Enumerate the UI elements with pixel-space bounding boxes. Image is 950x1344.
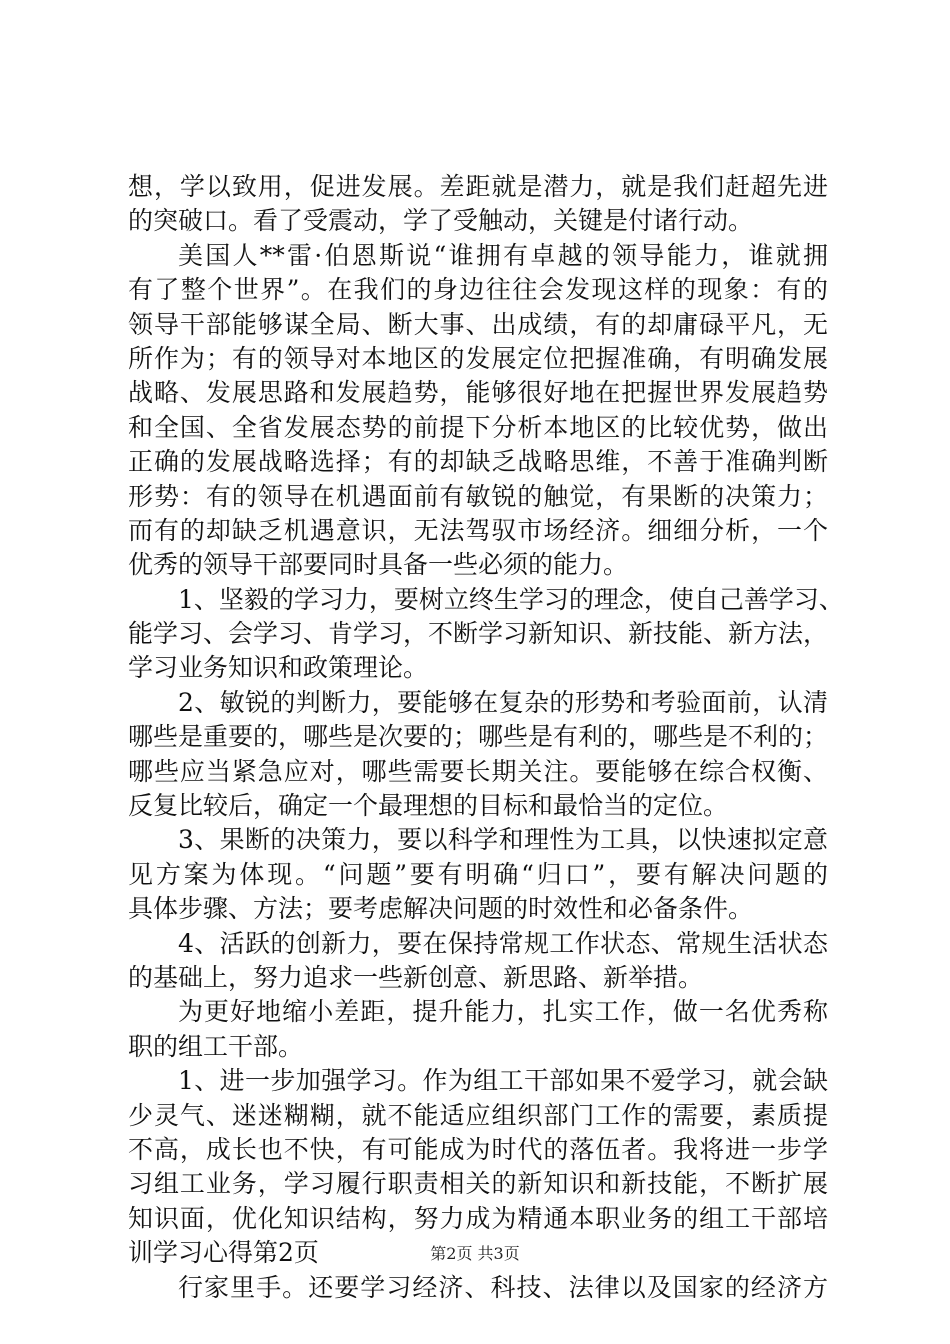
text-line: 正确的发展战略选择；有的却缺乏战略思维，不善于准确判断 — [128, 447, 828, 477]
text-line: 的基础上，努力追求一些新创意、新思路、新举措。 — [128, 962, 704, 992]
text-line: 习组工业务，学习履行职责相关的新知识和新技能，不断扩展 — [128, 1169, 828, 1199]
text-line: 4、活跃的创新力，要在保持常规工作状态、常规生活状态 — [178, 928, 828, 958]
text-line: 哪些应当紧急应对，哪些需要长期关注。要能够在综合权衡、 — [128, 756, 828, 786]
text-line: 3、果断的决策力，要以科学和理性为工具，以快速拟定意 — [178, 825, 828, 855]
text-line: 见方案为体现。“问题”要有明确“归口”，要有解决问题的 — [128, 859, 828, 889]
text-line: 领导干部能够谋全局、断大事、出成绩，有的却庸碌平凡，无 — [128, 309, 828, 339]
page-footer: 第2页 共3页 — [430, 1244, 520, 1263]
text-line: 职的组工干部。 — [128, 1031, 304, 1061]
text-line: 知识面，优化知识结构，努力成为精通本职业务的组工干部培 — [128, 1203, 828, 1233]
text-line: 战略、发展思路和发展趋势，能够很好地在把握世界发展趋势 — [128, 378, 828, 408]
text-line: 的突破口。看了受震动，学了受触动，关键是付诸行动。 — [128, 206, 754, 236]
text-line: 能学习、会学习、肯学习，不断学习新知识、新技能、新方法， — [128, 619, 829, 649]
text-line: 为更好地缩小差距，提升能力，扎实工作，做一名优秀称 — [178, 997, 828, 1027]
text-line: 所作为；有的领导对本地区的发展定位把握准确，有明确发展 — [128, 343, 828, 373]
text-line: 想，学以致用，促进发展。差距就是潜力，就是我们赶超先进 — [128, 172, 828, 201]
text-line: 和全国、全省发展态势的前提下分析本地区的比较优势，做出 — [128, 412, 828, 442]
text-line: 少灵气、迷迷糊糊，就不能适应组织部门工作的需要，素质提 — [128, 1100, 828, 1130]
text-line: 而有的却缺乏机遇意识，无法驾驭市场经济。细细分析，一个 — [128, 515, 828, 545]
document-body — [128, 170, 844, 1305]
text-line: 美国人**雷·伯恩斯说“谁拥有卓越的领导能力，谁就拥 — [178, 240, 828, 270]
text-line: 形势：有的领导在机遇面前有敏锐的触觉，有果断的决策力； — [128, 481, 828, 511]
text-line: 1、进一步加强学习。作为组工干部如果不爱学习，就会缺 — [178, 1066, 828, 1096]
text-line: 具体步骤、方法；要考虑解决问题的时效性和必备条件。 — [128, 894, 754, 924]
text-line: 有了整个世界”。在我们的身边往往会发现这样的现象：有的 — [128, 275, 828, 305]
text-line: 优秀的领导干部要同时具备一些必须的能力。 — [128, 550, 629, 580]
text-line: 训学习心得第2页 — [128, 1238, 319, 1268]
text-line: 行家里手。还要学习经济、科技、法律以及国家的经济方 — [178, 1272, 828, 1302]
text-line: 不高，成长也不快，有可能成为时代的落伍者。我将进一步学 — [128, 1134, 828, 1164]
text-line: 反复比较后，确定一个最理想的目标和最恰当的定位。 — [128, 791, 729, 821]
text-line: 2、敏锐的判断力，要能够在复杂的形势和考验面前，认清 — [178, 687, 828, 717]
text-line: 1、坚毅的学习力，要树立终生学习的理念，使自己善学习、 — [178, 584, 844, 614]
text-line: 哪些是重要的，哪些是次要的；哪些是有利的，哪些是不利的； — [128, 722, 829, 752]
text-line: 学习业务知识和政策理论。 — [128, 653, 429, 683]
